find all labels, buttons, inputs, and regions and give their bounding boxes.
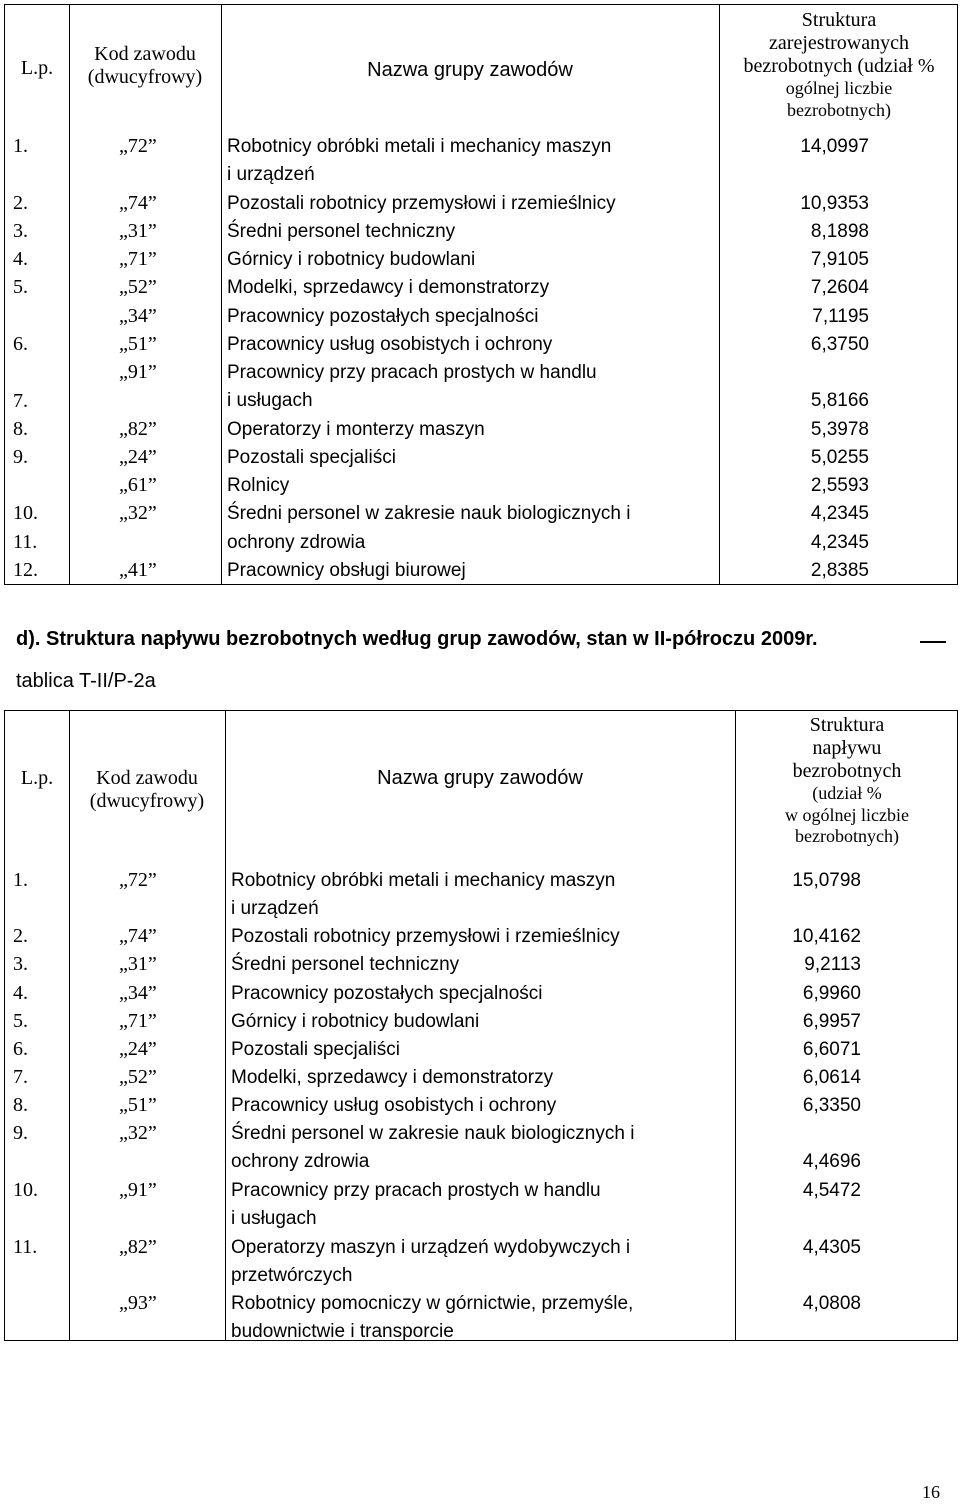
row-name: Pozostali specjaliści xyxy=(227,447,396,468)
row-name: Pracownicy przy pracach prostych w handlu xyxy=(227,362,597,383)
row-code: „72” xyxy=(119,869,157,891)
row-value: 6,3750 xyxy=(810,334,869,355)
row-code: „71” xyxy=(119,248,157,270)
row-code: „91” xyxy=(119,361,157,383)
row-lp: 5. xyxy=(13,276,28,298)
row-value: 4,2345 xyxy=(810,532,869,553)
row-name: Robotnicy obróbki metali i mechanicy maszyn xyxy=(227,136,612,157)
row-value: 6,9960 xyxy=(802,983,861,1004)
row-name: ochrony zdrowia xyxy=(227,532,366,553)
page-number: 16 xyxy=(922,1482,940,1502)
row-lp: 3. xyxy=(13,953,28,975)
row-code: „31” xyxy=(119,953,157,975)
row-name-cont: i urządzeń xyxy=(227,164,315,185)
header-kod-line: Kod zawodu xyxy=(96,767,198,789)
row-value: 2,5593 xyxy=(810,475,869,496)
header-struktura-line: napływu xyxy=(812,737,882,759)
row-code: „34” xyxy=(119,305,157,327)
header-kod-line: Kod zawodu xyxy=(94,43,196,65)
row-lp: 5. xyxy=(13,1010,28,1032)
row-code: „61” xyxy=(119,474,157,496)
row-lp: 1. xyxy=(13,135,28,157)
row-value: 4,5472 xyxy=(802,1180,861,1201)
row-lp: 1. xyxy=(13,869,28,891)
row-lp: 8. xyxy=(13,418,28,440)
row-value: 4,4305 xyxy=(802,1237,861,1258)
row-lp: 10. xyxy=(13,1179,38,1201)
row-value: 6,6071 xyxy=(802,1039,861,1060)
row-value: 4,0808 xyxy=(802,1293,861,1314)
table-reference: tablica T-II/P-2a xyxy=(16,670,156,692)
header-kod-line: (dwucyfrowy) xyxy=(89,790,205,812)
column-divider xyxy=(225,711,226,1340)
row-name: Pracownicy pozostałych specjalności xyxy=(231,983,543,1004)
column-divider xyxy=(69,5,70,584)
row-value: 5,0255 xyxy=(810,447,869,468)
row-value: 2,8385 xyxy=(810,560,869,581)
row-lp: 6. xyxy=(13,1038,28,1060)
row-lp: 7. xyxy=(13,390,28,412)
row-value: 14,0997 xyxy=(800,136,869,157)
header-kod xyxy=(69,767,225,813)
row-value: 4,2345 xyxy=(810,503,869,524)
row-value: 7,1195 xyxy=(812,306,869,327)
header-struktura-line: bezrobotnych) xyxy=(795,826,899,847)
row-code: „24” xyxy=(119,446,157,468)
row-value: 4,4696 xyxy=(802,1151,861,1172)
row-code: „93” xyxy=(119,1292,157,1314)
header-struktura-line: (udział % xyxy=(812,783,882,803)
header-lp: L.p. xyxy=(20,767,54,789)
header-struktura-line: Struktura xyxy=(809,714,885,736)
row-code: „31” xyxy=(119,220,157,242)
row-name: Średni personel techniczny xyxy=(227,221,456,242)
table-inflow-structure xyxy=(4,710,958,1341)
row-value: 10,4162 xyxy=(792,926,861,947)
row-name: Górnicy i robotnicy budowlani xyxy=(227,249,476,270)
row-code: „34” xyxy=(119,982,157,1004)
row-lp: 9. xyxy=(13,1122,28,1144)
row-value: 8,1898 xyxy=(810,221,869,242)
header-struktura-line: zarejestrowanych xyxy=(769,32,909,54)
row-code: „71” xyxy=(119,1010,157,1032)
header-struktura xyxy=(735,714,959,848)
row-name: Górnicy i robotnicy budowlani xyxy=(231,1011,480,1032)
row-code: „32” xyxy=(119,1122,157,1144)
header-kod xyxy=(69,43,221,89)
row-name: Robotnicy obróbki metali i mechanicy maszyn xyxy=(231,870,616,891)
row-code: „74” xyxy=(119,192,157,214)
row-name-cont: ochrony zdrowia xyxy=(231,1151,370,1172)
row-value: 7,2604 xyxy=(810,277,869,298)
row-code: „52” xyxy=(119,276,157,298)
row-name-cont: i urządzeń xyxy=(231,898,319,919)
header-struktura-line: w ogólnej liczbie xyxy=(785,804,909,825)
row-name: Pracownicy usług osobistych i ochrony xyxy=(227,334,553,355)
row-code: „74” xyxy=(119,925,157,947)
header-lp: L.p. xyxy=(20,57,54,79)
row-lp: 8. xyxy=(13,1094,28,1116)
row-name: Pozostali specjaliści xyxy=(231,1039,400,1060)
row-lp: 2. xyxy=(13,925,28,947)
row-code: „91” xyxy=(119,1179,157,1201)
row-name: Pracownicy usług osobistych i ochrony xyxy=(231,1095,557,1116)
row-name: Modelki, sprzedawcy i demonstratorzy xyxy=(231,1067,554,1088)
row-name: Operatorzy i monterzy maszyn xyxy=(227,419,485,440)
row-code: „32” xyxy=(119,502,157,524)
section-title: d). Struktura napływu bezrobotnych według grup zawodów, stan w II-półroczu 2009r. xyxy=(16,628,818,650)
row-lp: 11. xyxy=(13,1236,38,1258)
row-code: „82” xyxy=(119,418,157,440)
row-value: 6,3350 xyxy=(802,1095,861,1116)
row-value: 5,8166 xyxy=(810,390,869,411)
row-value: 9,2113 xyxy=(804,954,861,975)
row-code: „51” xyxy=(119,333,157,355)
row-code: „82” xyxy=(119,1236,157,1258)
row-code: „24” xyxy=(119,1038,157,1060)
row-lp: 6. xyxy=(13,333,28,355)
row-code: „41” xyxy=(119,559,157,581)
row-name-cont: i usługach xyxy=(231,1208,317,1229)
row-name: Pozostali robotnicy przemysłowi i rzemieślnicy xyxy=(227,193,616,214)
header-nazwa: Nazwa grupy zawodów xyxy=(367,59,573,81)
row-name: Rolnicy xyxy=(227,475,290,496)
row-lp: 12. xyxy=(13,559,38,581)
row-lp: 9. xyxy=(13,446,28,468)
row-code: „52” xyxy=(119,1066,157,1088)
row-name: Pracownicy pozostałych specjalności xyxy=(227,306,539,327)
row-name: Pracownicy obsługi biurowej xyxy=(227,560,466,581)
row-value: 6,0614 xyxy=(802,1067,861,1088)
row-name-cont: budownictwie i transporcie xyxy=(231,1321,454,1342)
header-struktura-line: bezrobotnych (udział % xyxy=(743,55,935,77)
row-value: 15,0798 xyxy=(792,870,861,891)
row-name: Pozostali robotnicy przemysłowi i rzemieślnicy xyxy=(231,926,620,947)
header-struktura xyxy=(719,9,959,121)
row-name: Robotnicy pomocniczy w górnictwie, przemyśle, xyxy=(231,1293,634,1314)
row-value: 5,3978 xyxy=(810,419,869,440)
row-name-cont: i usługach xyxy=(227,390,313,411)
row-lp: 2. xyxy=(13,192,28,214)
header-nazwa: Nazwa grupy zawodów xyxy=(377,767,583,789)
row-lp: 4. xyxy=(13,982,28,1004)
row-value: 6,9957 xyxy=(802,1011,861,1032)
header-struktura-line: ogólnej liczbie xyxy=(785,78,893,98)
row-name: Średni personel w zakresie nauk biologicznych i xyxy=(231,1123,635,1144)
row-lp: 7. xyxy=(13,1066,28,1088)
row-lp: 11. xyxy=(13,531,38,553)
row-lp: 4. xyxy=(13,248,28,270)
row-value: 10,9353 xyxy=(800,193,869,214)
row-name: Pracownicy przy pracach prostych w handlu xyxy=(231,1180,601,1201)
row-name: Średni personel techniczny xyxy=(231,954,460,975)
column-divider xyxy=(221,5,222,584)
header-kod-line: (dwucyfrowy) xyxy=(87,66,203,88)
header-struktura-line: Struktura xyxy=(801,9,877,31)
title-dash xyxy=(920,641,946,643)
row-name: Modelki, sprzedawcy i demonstratorzy xyxy=(227,277,550,298)
row-lp: 3. xyxy=(13,220,28,242)
row-code: „51” xyxy=(119,1094,157,1116)
header-struktura-line: bezrobotnych) xyxy=(787,99,891,120)
row-name-cont: przetwórczych xyxy=(231,1265,353,1286)
row-lp: 10. xyxy=(13,502,38,524)
row-value: 7,9105 xyxy=(810,249,869,270)
row-name: Średni personel w zakresie nauk biologicznych i xyxy=(227,503,631,524)
row-name: Operatorzy maszyn i urządzeń wydobywczych i xyxy=(231,1237,631,1258)
header-struktura-line: bezrobotnych xyxy=(792,760,902,782)
table-unemployed-structure xyxy=(4,4,958,585)
row-code: „72” xyxy=(119,135,157,157)
